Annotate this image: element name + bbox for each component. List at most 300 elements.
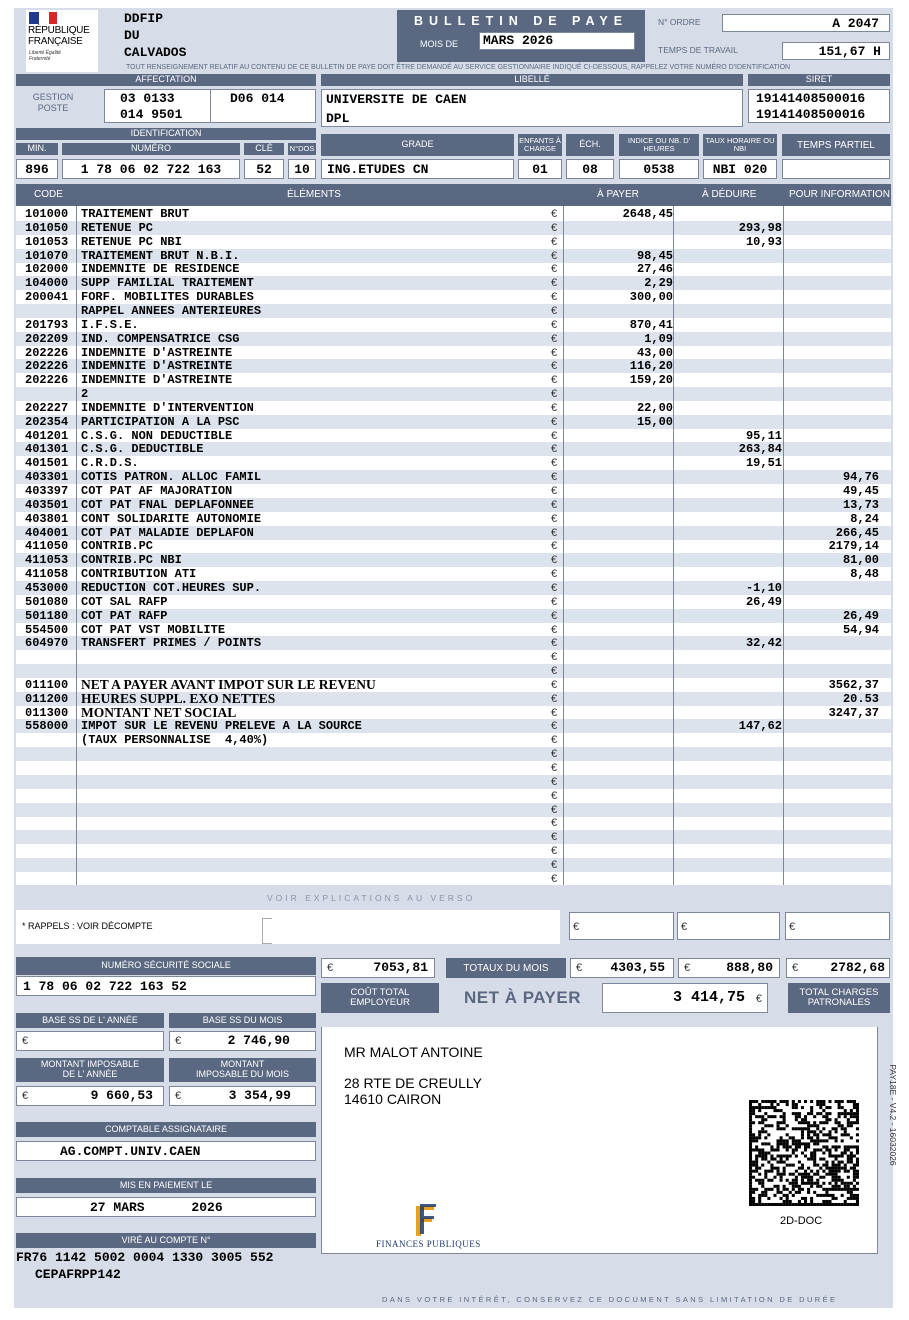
address-line1: 28 RTE DE CREULLY: [344, 1075, 482, 1091]
table-row: [16, 262, 891, 276]
euro-icon: €: [551, 291, 558, 304]
euro-icon: €: [573, 921, 580, 933]
base-ss-mois-box: [169, 1031, 316, 1051]
row-info: 94,76: [842, 470, 879, 485]
row-code: 411053: [25, 553, 69, 568]
row-code: 501180: [25, 608, 69, 623]
row-label: COT PAT FNAL DEPLAFONNEE: [81, 497, 254, 512]
flag-icon: [29, 12, 59, 26]
row-info: 8,48: [850, 567, 879, 582]
voir-explications: VOIR EXPLICATIONS AU VERSO: [267, 893, 476, 903]
row-code: 202226: [25, 373, 69, 388]
net-a-payer-box: [602, 983, 768, 1013]
table-row: [16, 567, 891, 581]
euro-icon: €: [551, 249, 558, 262]
iban-value: FR76 1142 5002 0004 1330 3005 552: [16, 1250, 274, 1265]
table-row: [16, 761, 891, 775]
logo-motto: Liberté Égalité Fraternité: [29, 50, 61, 62]
row-code: 401501: [25, 456, 69, 471]
cout-total-value-box: [321, 958, 435, 978]
libelle-header: LIBELLÉ: [321, 74, 743, 86]
euro-icon: €: [551, 526, 558, 539]
row-deduire: 147,62: [738, 719, 782, 734]
euro-icon: €: [551, 471, 558, 484]
notice-text: TOUT RENSEIGNEMENT RELATIF AU CONTENU DE CE BULLETIN DE PAYE DOIT ÊTRE DEMANDÉ AU SERVICE GESTIONNAIRE INDIQUÉ CI-DESSOUS, RAPPELEZ VOTRE NUMÉRO D'IDENTIFICATION: [126, 64, 791, 71]
row-label: C.S.G. DEDUCTIBLE: [81, 442, 204, 457]
euro-icon: €: [551, 374, 558, 387]
euro-icon: €: [22, 1090, 29, 1102]
total-deduire-box: [678, 958, 780, 978]
row-label: RETENUE PC NBI: [81, 234, 182, 249]
identification-header: IDENTIFICATION: [16, 128, 316, 140]
row-payer: 870,41: [629, 317, 673, 332]
ndos-value: 10: [288, 159, 316, 179]
row-code: 401201: [25, 428, 69, 443]
row-label: RETENUE PC: [81, 220, 154, 235]
ech-value: 08: [566, 159, 614, 179]
euro-icon: €: [755, 993, 762, 1005]
recipient-name: MR MALOT ANTOINE: [344, 1044, 483, 1060]
euro-icon: €: [551, 762, 558, 774]
row-deduire: 95,11: [745, 428, 782, 443]
row-label: SUPP FAMILIAL TRAITEMENT: [81, 276, 254, 291]
indice-header: INDICE OU NB. D' HEURES: [619, 134, 699, 156]
euro-icon: €: [551, 651, 558, 664]
paiement-value: 27 MARS 2026: [16, 1197, 316, 1217]
euro-icon: €: [684, 962, 691, 974]
row-label: C.R.D.S.: [81, 456, 139, 471]
rappels-deduire: [677, 912, 780, 940]
taux-header: TAUX HORAIRE OU NBI: [703, 134, 777, 156]
enfants-header: ENFANTS À CHARGE: [518, 134, 562, 156]
gestion-poste-label: GESTION POSTE: [32, 92, 74, 113]
row-code: 202226: [25, 345, 69, 360]
table-row: [16, 276, 891, 290]
table-row: [16, 664, 891, 678]
row-label: COT PAT AF MAJORATION: [81, 484, 233, 498]
temps-value: 151,67 H: [782, 42, 890, 60]
table-row: [16, 332, 891, 346]
table-row: [16, 249, 891, 263]
euro-icon: €: [551, 858, 558, 871]
row-code: 011100: [25, 677, 69, 692]
table-row: [16, 623, 891, 637]
total-payer-box: [570, 958, 674, 978]
imposable-annee-value: 9 660,53: [90, 1088, 153, 1103]
euro-icon: €: [551, 817, 558, 830]
table-row: [16, 595, 891, 609]
row-code: 501080: [25, 594, 69, 609]
row-label: COTIS PATRON. ALLOC FAMIL: [81, 470, 262, 485]
row-info: 2179,14: [828, 539, 879, 554]
euro-icon: €: [551, 734, 558, 747]
table-row: [16, 442, 891, 456]
version-text: PAY18E - V4.2 - 16032026: [888, 1064, 898, 1166]
euro-icon: €: [551, 595, 558, 608]
euro-icon: €: [551, 665, 558, 678]
row-label: CONTRIB.PC: [81, 539, 154, 554]
table-row: [16, 470, 891, 484]
table-row: [16, 290, 891, 304]
euro-icon: €: [551, 360, 558, 373]
imposable-annee-header: MONTANT IMPOSABLE DE L' ANNÉE: [16, 1058, 164, 1082]
col-deduire-header: À DÉDUIRE: [702, 189, 757, 200]
table-row: [16, 789, 891, 803]
row-code: 200041: [25, 290, 69, 305]
euro-icon: €: [551, 457, 558, 470]
row-label: CONT SOLIDARITE AUTONOMIE: [81, 511, 262, 526]
indice-value: 0538: [619, 159, 699, 179]
table-row: [16, 581, 891, 595]
cout-total-value: 7053,81: [373, 960, 428, 975]
total-charges-label: TOTAL CHARGES PATRONALES: [788, 983, 890, 1013]
comptable-value: AG.COMPT.UNIV.CAEN: [16, 1141, 316, 1161]
row-label: COT PAT MALADIE DEPLAFON: [81, 525, 254, 540]
finances-publiques-logo-icon: [410, 1202, 440, 1238]
marianne-logo: [26, 10, 98, 72]
table-row: [16, 609, 891, 623]
totaux-du-mois-label: TOTAUX DU MOIS: [446, 958, 566, 978]
row-info: 20.53: [842, 691, 879, 706]
row-info: 26,49: [842, 608, 879, 623]
row-label: INDEMNITE DE RESIDENCE: [81, 262, 240, 277]
euro-icon: €: [551, 706, 558, 719]
siret-header: SIRET: [748, 74, 890, 86]
affectation-code2: 014 9501: [120, 107, 183, 122]
row-label: (TAUX PERSONNALISE 4,40%): [81, 733, 269, 748]
org-line: DU: [124, 28, 140, 43]
base-ss-annee-box: [16, 1031, 164, 1051]
table-row: [16, 498, 891, 512]
row-payer: 1,09: [644, 331, 673, 346]
row-code: 102000: [25, 262, 69, 277]
row-deduire: 10,93: [745, 234, 782, 249]
rappels-bracket: [262, 918, 272, 944]
ech-header: ÉCH.: [566, 134, 614, 156]
table-row: [16, 304, 891, 318]
row-code: 403801: [25, 511, 69, 526]
org-line: CALVADOS: [124, 45, 187, 60]
row-info: 266,45: [835, 525, 879, 540]
total-deduire: 888,80: [726, 960, 773, 975]
euro-icon: €: [551, 388, 558, 401]
euro-icon: €: [551, 568, 558, 581]
table-row: [16, 733, 891, 747]
secu-value: 1 78 06 02 722 163 52: [16, 976, 316, 996]
table-row: [16, 636, 891, 650]
row-payer: 159,20: [629, 373, 673, 388]
euro-icon: €: [792, 962, 799, 974]
euro-icon: €: [175, 1090, 182, 1102]
euro-icon: €: [551, 637, 558, 650]
euro-icon: €: [551, 498, 558, 511]
euro-icon: €: [551, 748, 558, 761]
finances-publiques-text: FINANCES PUBLIQUES: [376, 1239, 481, 1249]
euro-icon: €: [551, 581, 558, 594]
table-row: [16, 775, 891, 789]
row-label: INDEMNITE D'INTERVENTION: [81, 400, 254, 415]
euro-icon: €: [551, 277, 558, 290]
mois-label: MOIS DE: [420, 39, 459, 49]
row-code: 558000: [25, 719, 69, 734]
bic-value: CEPAFRPP142: [35, 1267, 121, 1282]
secu-header: NUMÉRO SÉCURITÉ SOCIALE: [16, 957, 316, 975]
row-payer: 2,29: [644, 276, 673, 291]
row-code: 604970: [25, 636, 69, 651]
row-code: 011200: [25, 691, 69, 706]
row-label: CONTRIBUTION ATI: [81, 567, 197, 582]
grade-header: GRADE: [321, 134, 514, 156]
min-header: MIN.: [16, 143, 58, 155]
row-label: TRANSFERT PRIMES / POINTS: [81, 636, 262, 651]
cle-value: 52: [244, 159, 284, 179]
row-code: 411050: [25, 539, 69, 554]
table-row: [16, 429, 891, 443]
table-row: [16, 858, 891, 872]
row-code: 101050: [25, 220, 69, 235]
row-label: REDUCTION COT.HEURES SUP.: [81, 580, 262, 595]
row-label: COT PAT VST MOBILITE: [81, 622, 226, 637]
euro-icon: €: [551, 803, 558, 816]
table-row: [16, 872, 891, 886]
numero-header: NUMÉRO: [62, 143, 240, 155]
col-code-header: CODE: [34, 189, 63, 200]
euro-icon: €: [551, 263, 558, 276]
taux-value: NBI 020: [703, 159, 777, 179]
imposable-mois-header: MONTANT IMPOSABLE DU MOIS: [169, 1058, 316, 1082]
euro-icon: €: [681, 921, 688, 933]
row-label: COT SAL RAFP: [81, 594, 168, 609]
euro-icon: €: [551, 318, 558, 331]
col-payer-header: À PAYER: [597, 189, 639, 200]
table-row: [16, 830, 891, 844]
row-code: 202354: [25, 414, 69, 429]
ndos-header: N°DOS: [288, 143, 316, 155]
row-label: HEURES SUPPL. EXO NETTES: [81, 690, 276, 706]
row-code: 411058: [25, 567, 69, 582]
imposable-mois-value: 3 354,99: [228, 1088, 291, 1103]
comptable-header: COMPTABLE ASSIGNATAIRE: [16, 1122, 316, 1137]
organisation: [124, 10, 186, 61]
row-code: 104000: [25, 276, 69, 291]
row-code: 101053: [25, 234, 69, 249]
euro-icon: €: [551, 221, 558, 234]
euro-icon: €: [551, 415, 558, 428]
euro-icon: €: [551, 554, 558, 567]
row-payer: 22,00: [636, 400, 673, 415]
row-payer: 116,20: [629, 359, 673, 374]
row-label: RAPPEL ANNEES ANTERIEURES: [81, 303, 262, 318]
row-payer: 43,00: [636, 345, 673, 360]
row-label: IND. COMPENSATRICE CSG: [81, 331, 240, 346]
table-row: [16, 346, 891, 360]
row-code: 403301: [25, 470, 69, 485]
row-deduire: 32,42: [745, 636, 782, 651]
row-code: 202226: [25, 359, 69, 374]
row-deduire: -1,10: [745, 580, 782, 595]
row-label: TRAITEMENT BRUT: [81, 207, 190, 221]
euro-icon: €: [551, 540, 558, 553]
table-row: [16, 359, 891, 373]
row-code: 403397: [25, 484, 69, 498]
euro-icon: €: [551, 678, 558, 691]
table-row: [16, 816, 891, 830]
affectation-divider: [210, 89, 211, 123]
euro-icon: €: [551, 692, 558, 705]
euro-icon: €: [551, 485, 558, 497]
base-ss-mois-header: BASE SS DU MOIS: [169, 1013, 316, 1028]
row-info: 3247,37: [828, 705, 879, 720]
document-title: BULLETIN DE PAYE: [413, 14, 629, 28]
row-info: 8,24: [850, 511, 879, 526]
row-payer: 15,00: [636, 414, 673, 429]
row-code: 202227: [25, 400, 69, 415]
table-header: [16, 184, 891, 206]
affectation-code1: 03 0133: [120, 91, 175, 106]
temps-partiel-header: TEMPS PARTIEL: [782, 134, 890, 156]
euro-icon: €: [576, 962, 583, 974]
euro-icon: €: [551, 235, 558, 248]
row-payer: 27,46: [636, 262, 673, 277]
row-label: INDEMNITE D'ASTREINTE: [81, 373, 233, 388]
row-label: NET A PAYER AVANT IMPOT SUR LE REVENU: [81, 676, 376, 692]
cle-header: CLÉ: [244, 143, 284, 155]
net-a-payer-label: NET À PAYER: [464, 988, 581, 1007]
enfants-value: 01: [518, 159, 562, 179]
table-row: [16, 719, 891, 733]
compte-header: VIRÉ AU COMPTE N°: [16, 1233, 316, 1248]
col-elements-header: ÉLÉMENTS: [287, 189, 341, 200]
siret-line1: 19141408500016: [756, 91, 866, 106]
euro-icon: €: [22, 1035, 29, 1047]
temps-partiel-value: [782, 159, 890, 179]
org-line: DDFIP: [124, 11, 164, 26]
row-label: IMPOT SUR LE REVENU PRELEVE A LA SOURCE: [81, 719, 362, 734]
row-deduire: 26,49: [745, 594, 782, 609]
ordre-value: A 2047: [722, 14, 890, 32]
table-row: [16, 706, 891, 720]
min-value: 896: [16, 159, 58, 179]
table-row: [16, 747, 891, 761]
numero-value: 1 78 06 02 722 163: [62, 159, 240, 179]
euro-icon: €: [551, 872, 558, 885]
euro-icon: €: [551, 304, 558, 317]
col-info-header: POUR INFORMATION: [789, 189, 890, 200]
euro-icon: €: [551, 789, 558, 802]
row-payer: 2648,45: [622, 207, 673, 221]
table-row: [16, 692, 891, 706]
row-info: 81,00: [842, 553, 879, 568]
row-info: 49,45: [842, 484, 879, 498]
row-label: 2: [81, 387, 89, 402]
cout-total-label: COÛT TOTAL EMPLOYEUR: [321, 983, 439, 1013]
table-row: [16, 415, 891, 429]
table-row: [16, 387, 891, 401]
paiement-header: MIS EN PAIEMENT LE: [16, 1178, 316, 1193]
row-label: INDEMNITE D'ASTREINTE: [81, 359, 233, 374]
row-code: 554500: [25, 622, 69, 637]
euro-icon: €: [551, 720, 558, 733]
total-charges: 2782,68: [830, 960, 885, 975]
row-label: INDEMNITE D'ASTREINTE: [81, 345, 233, 360]
euro-icon: €: [551, 401, 558, 414]
row-label: I.F.S.E.: [81, 317, 139, 332]
rappels-label: * RAPPELS : VOIR DÉCOMPTE: [22, 921, 153, 931]
table-row: [16, 484, 891, 498]
table-row: [16, 526, 891, 540]
row-code: 404001: [25, 525, 69, 540]
row-code: 403501: [25, 497, 69, 512]
table-row: [16, 650, 891, 664]
row-label: COT PAT RAFP: [81, 608, 168, 623]
euro-icon: €: [551, 208, 558, 220]
euro-icon: €: [551, 512, 558, 525]
row-deduire: 293,98: [738, 220, 782, 235]
euro-icon: €: [551, 775, 558, 788]
net-a-payer-value: 3 414,75: [672, 989, 745, 1006]
table-row: [16, 318, 891, 332]
table-row: [16, 678, 891, 692]
footer-text: DANS VOTRE INTÉRÊT, CONSERVEZ CE DOCUMENT SANS LIMITATION DE DURÉE: [382, 1295, 838, 1304]
grade-value: ING.ETUDES CN: [321, 159, 514, 179]
2d-doc-label: 2D-DOC: [780, 1215, 823, 1227]
libelle-line2: DPL: [326, 111, 350, 126]
row-label: PARTICIPATION A LA PSC: [81, 414, 240, 429]
euro-icon: €: [175, 1035, 182, 1047]
table-row: [16, 844, 891, 858]
affectation-code3: D06 014: [230, 91, 285, 106]
rappels-payer: [569, 912, 674, 940]
row-code: 453000: [25, 580, 69, 595]
affectation-header: AFFECTATION: [16, 74, 316, 86]
total-charges-box: [786, 958, 890, 978]
euro-icon: €: [551, 845, 558, 858]
row-deduire: 263,84: [738, 442, 782, 457]
euro-icon: €: [551, 346, 558, 359]
table-row: [16, 207, 891, 221]
logo-text-1: RÉPUBLIQUE: [28, 25, 90, 36]
row-deduire: 19,51: [745, 456, 782, 471]
row-label: CONTRIB.PC NBI: [81, 553, 182, 568]
table-row: [16, 512, 891, 526]
euro-icon: €: [551, 831, 558, 844]
euro-icon: €: [551, 623, 558, 636]
table-row: [16, 456, 891, 470]
mois-value: MARS 2026: [479, 32, 635, 50]
euro-icon: €: [551, 609, 558, 622]
euro-icon: €: [327, 962, 334, 974]
row-label: MONTANT NET SOCIAL: [81, 704, 237, 720]
row-label: FORF. MOBILITES DURABLES: [81, 290, 254, 305]
ordre-label: N° ORDRE: [658, 17, 701, 27]
table-row: [16, 803, 891, 817]
row-code: 101070: [25, 248, 69, 263]
rappels-info: [785, 912, 890, 940]
table-row: [16, 401, 891, 415]
row-code: 201793: [25, 317, 69, 332]
row-code: 202209: [25, 331, 69, 346]
row-info: 3562,37: [828, 677, 879, 692]
euro-icon: €: [551, 443, 558, 456]
libelle-line1: UNIVERSITE DE CAEN: [326, 92, 467, 107]
imposable-annee-box: [16, 1086, 164, 1106]
logo-text-2: FRANÇAISE: [28, 36, 83, 47]
row-info: 54,94: [842, 622, 879, 637]
base-ss-mois-value: 2 746,90: [227, 1033, 290, 1048]
base-ss-annee-header: BASE SS DE L' ANNÉE: [16, 1013, 164, 1028]
euro-icon: €: [551, 429, 558, 442]
row-code: 011300: [25, 705, 69, 720]
